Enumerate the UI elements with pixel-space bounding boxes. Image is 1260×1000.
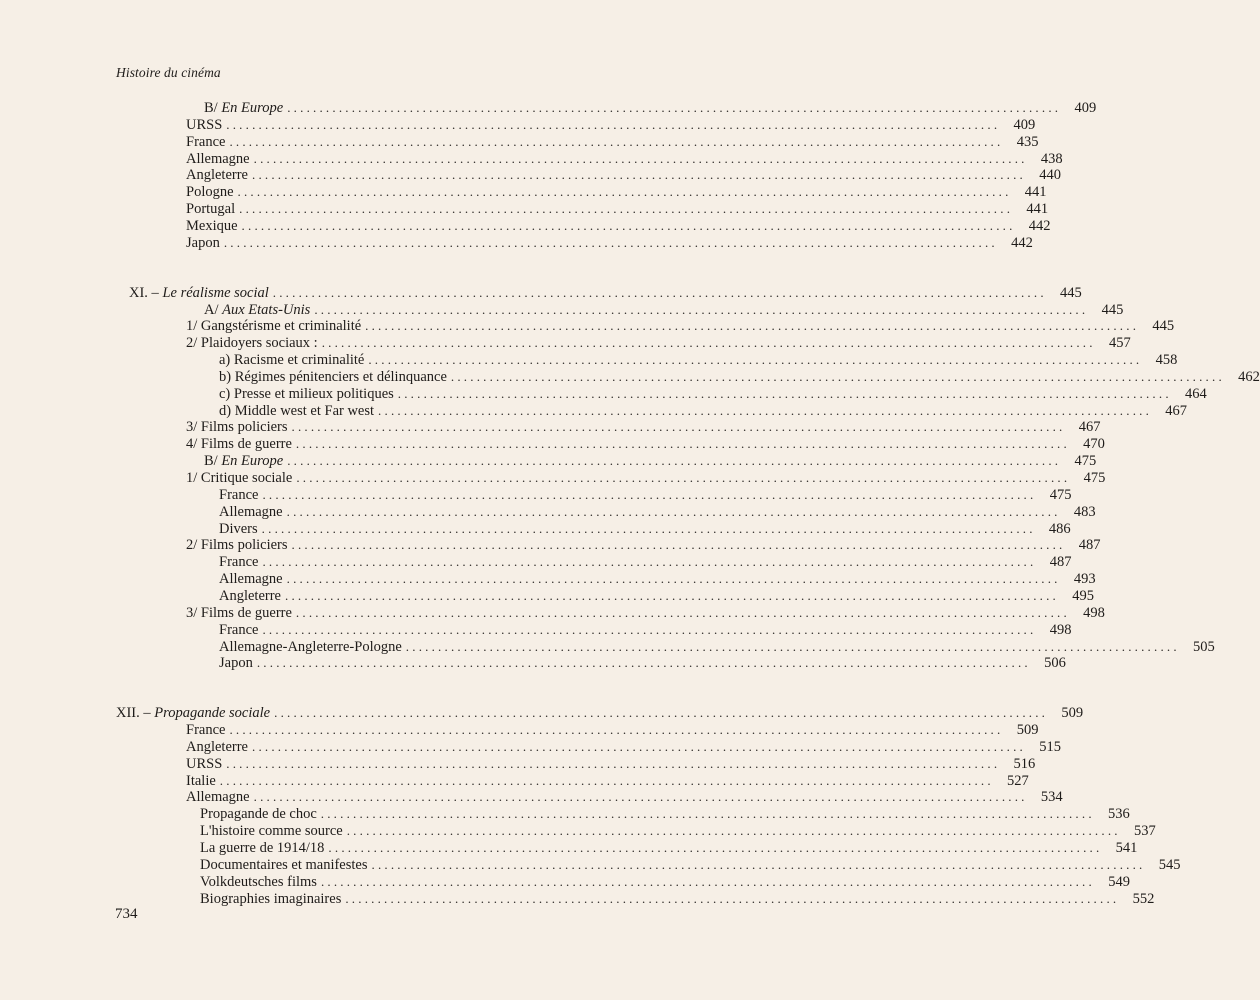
toc-entry-title: Portugal — [186, 201, 236, 218]
dot-leader: ........................................................................................................................ — [365, 318, 1140, 334]
toc-entry — [219, 570, 1096, 588]
toc-entry-prefix: XI. – — [129, 284, 163, 301]
toc-entry-page-number: 445 — [1101, 301, 1124, 318]
toc-entry-title: France — [219, 486, 259, 503]
toc-entry-title: Biographies imaginaires — [200, 890, 342, 907]
page-number: 734 — [115, 906, 138, 922]
toc-entry-page-number: 409 — [1013, 116, 1036, 133]
dot-leader: ........................................................................................................................ — [274, 705, 1049, 721]
dot-leader: ........................................................................................................................ — [226, 116, 1001, 132]
toc-entry-title: 2/ Films policiers — [186, 537, 288, 554]
dot-leader: ........................................................................................................................ — [237, 184, 1012, 200]
toc-entry — [186, 133, 1039, 150]
dot-leader: ........................................................................................................................ — [291, 537, 1066, 553]
toc-entry — [186, 418, 1101, 436]
toc-entry-title: Propagande de choc — [200, 806, 317, 823]
toc-entry — [186, 200, 1049, 218]
dot-leader: ........................................................................................................................ — [229, 133, 1004, 149]
toc-entry — [200, 839, 1138, 856]
toc-entry-title: 1/ Critique sociale — [186, 470, 293, 486]
toc-entry-title: c) Presse et milieux politiques — [219, 385, 394, 402]
dot-leader: ........................................................................................................................ — [368, 352, 1143, 368]
toc-entry-title: France — [219, 554, 259, 571]
toc-entry-page-number: 441 — [1024, 184, 1047, 201]
dot-leader: ........................................................................................................................ — [253, 789, 1028, 805]
dot-leader: ........................................................................................................................ — [291, 419, 1066, 435]
toc-entry-page-number: 505 — [1193, 638, 1215, 655]
dot-leader: ........................................................................................................................ — [261, 520, 1036, 536]
dot-leader: ........................................................................................................................ — [262, 621, 1037, 637]
toc-entry — [219, 553, 1072, 571]
dot-leader: ........................................................................................................................ — [328, 840, 1103, 855]
toc-entry-page-number: 445 — [1060, 284, 1082, 301]
toc-entry — [200, 805, 1130, 823]
toc-entry-page-number: 438 — [1040, 150, 1063, 167]
toc-entry-page-number: 549 — [1108, 873, 1130, 890]
toc-entry — [204, 301, 1124, 318]
toc-entry-page-number: 552 — [1132, 890, 1155, 907]
toc-entry — [186, 755, 1036, 772]
dot-leader: ........................................................................................................................ — [320, 806, 1095, 822]
toc-entry-title: Japon — [219, 655, 253, 672]
toc-entry — [219, 587, 1094, 604]
toc-entry-title: Japon — [186, 234, 220, 251]
toc-entry-title: Angleterre — [186, 738, 248, 755]
dot-leader: ........................................................................................................................ — [295, 436, 1070, 452]
toc-entry-prefix: XII. – — [116, 705, 155, 722]
dot-leader: ........................................................................................................................ — [450, 368, 1225, 384]
toc-entry-page-number: 506 — [1044, 655, 1066, 672]
toc-entry-prefix: B/ — [204, 453, 222, 470]
toc-entry — [186, 721, 1039, 739]
dot-leader: ........................................................................................................................ — [223, 234, 998, 250]
toc-entry-title: 2/ Plaidoyers sociaux : — [186, 335, 318, 352]
toc-entry-title: Allemagne — [186, 150, 250, 167]
toc-entry-title: b) Régimes pénitenciers et délinquance — [219, 368, 447, 385]
toc-entry-page-number: 487 — [1049, 554, 1072, 571]
toc-entry-page-number: 467 — [1078, 419, 1101, 436]
toc-entry-title: Aux Etats-Unis — [222, 301, 311, 318]
toc-entry-title: a) Racisme et criminalité — [219, 352, 365, 369]
toc-entry — [186, 217, 1051, 234]
toc-entry-title: 1/ Gangstérisme et criminalité — [186, 318, 362, 335]
toc-entry-page-number: 483 — [1073, 503, 1096, 520]
toc-entry — [219, 351, 1178, 369]
toc-entry — [219, 486, 1072, 503]
toc-entry-title: Pologne — [186, 184, 234, 201]
toc-entry-title: France — [219, 621, 259, 638]
toc-entry-page-number: 470 — [1083, 436, 1105, 453]
toc-entry-page-number: 442 — [1011, 234, 1033, 251]
toc-entry-page-number: 527 — [1007, 772, 1029, 789]
toc-entry-page-number: 509 — [1016, 722, 1039, 739]
toc-entry — [200, 856, 1181, 873]
toc-entry — [186, 772, 1029, 789]
dot-leader: ........................................................................................................................ — [371, 856, 1146, 872]
toc-entry — [186, 435, 1105, 453]
toc-entry — [186, 738, 1061, 755]
toc-entry-page-number: 534 — [1040, 789, 1063, 806]
toc-entry — [219, 638, 1215, 655]
dot-leader: ........................................................................................................................ — [252, 738, 1026, 754]
dot-leader: ........................................................................................................................ — [397, 385, 1172, 401]
toc-entry-page-number: 467 — [1165, 402, 1188, 419]
toc-entry-title: L'histoire comme source — [200, 823, 343, 840]
toc-entry-page-number: 487 — [1078, 537, 1101, 554]
toc-entry-page-number: 462 — [1238, 368, 1260, 385]
dot-leader: ........................................................................................................................ — [287, 453, 1062, 469]
toc-entry-title: URSS — [186, 755, 223, 772]
dot-leader: ........................................................................................................................ — [405, 638, 1180, 654]
toc-entry-page-number: 445 — [1152, 318, 1175, 335]
toc-entry-page-number: 537 — [1133, 823, 1156, 840]
dot-leader: ........................................................................................................................ — [262, 554, 1037, 570]
toc-entry — [186, 150, 1063, 167]
toc-entry-title: Le réalisme social — [162, 284, 269, 301]
dot-leader: ........................................................................................................................ — [239, 201, 1014, 217]
toc-entry-title: URSS — [186, 116, 223, 133]
dot-leader: ........................................................................................................................ — [286, 571, 1061, 587]
toc-entry-title: Allemagne — [219, 503, 283, 520]
toc-entry-prefix: A/ — [204, 301, 223, 318]
dot-leader: ........................................................................................................................ — [320, 873, 1095, 889]
toc-entry — [204, 452, 1097, 470]
toc-entry-page-number: 486 — [1048, 520, 1071, 537]
toc-entry — [200, 873, 1130, 890]
dot-leader: ........................................................................................................................ — [229, 722, 1004, 738]
toc-entry-title: France — [186, 722, 226, 739]
dot-leader: ........................................................................................................................ — [345, 890, 1120, 906]
toc-entry-title: Angleterre — [186, 167, 248, 184]
toc-entry-title: En Europe — [221, 100, 284, 116]
toc-entry — [116, 704, 1084, 722]
toc-entry — [186, 604, 1105, 621]
dot-leader: ........................................................................................................................ — [378, 402, 1153, 418]
dot-leader: ........................................................................................................................ — [346, 823, 1121, 839]
running-header: Histoire du cinéma — [116, 65, 221, 80]
toc-entry — [186, 334, 1131, 352]
toc-entry-page-number: 440 — [1039, 167, 1061, 184]
toc-entry-prefix: B/ — [204, 100, 222, 116]
toc-entry-title: Divers — [219, 520, 258, 537]
toc-entry-title: Angleterre — [219, 587, 281, 604]
toc-entry-page-number: 458 — [1155, 352, 1178, 369]
toc-entry-title: 3/ Films de guerre — [186, 604, 292, 621]
dot-leader: ........................................................................................................................ — [314, 301, 1089, 317]
toc-entry-page-number: 515 — [1039, 738, 1061, 755]
toc-entry — [186, 536, 1101, 554]
toc-entry — [186, 234, 1033, 251]
toc-entry-page-number: 464 — [1185, 385, 1207, 402]
toc-entry-page-number: 516 — [1013, 755, 1036, 772]
toc-entry-title: Allemagne-Angleterre-Pologne — [219, 638, 402, 655]
toc-entry-page-number: 509 — [1061, 705, 1084, 722]
toc-entry-title: Propagande sociale — [154, 705, 271, 722]
toc-entry-page-number: 541 — [1115, 840, 1138, 856]
toc-entry-page-number: 475 — [1049, 486, 1072, 503]
toc-entry — [186, 183, 1047, 201]
dot-leader: ........................................................................................................................ — [241, 217, 1016, 233]
toc-entry — [186, 166, 1061, 184]
dot-leader: ........................................................................................................................ — [256, 655, 1031, 671]
dot-leader: ........................................................................................................................ — [286, 503, 1061, 519]
toc-entry — [219, 503, 1096, 520]
toc-entry-page-number: 409 — [1074, 100, 1097, 116]
toc-entry-page-number: 495 — [1072, 587, 1094, 604]
toc-entry-title: Allemagne — [219, 571, 283, 588]
dot-leader: ........................................................................................................................ — [226, 755, 1001, 771]
toc-entry-page-number: 498 — [1083, 604, 1105, 621]
dot-leader: ........................................................................................................................ — [295, 604, 1070, 620]
toc-entry-title: Mexique — [186, 217, 238, 234]
dot-leader: ........................................................................................................................ — [219, 772, 994, 788]
toc-entry-title: Documentaires et manifestes — [200, 856, 368, 873]
toc-entry-title: 4/ Films de guerre — [186, 436, 292, 453]
toc-entry-title: Allemagne — [186, 789, 250, 806]
dot-leader: ........................................................................................................................ — [262, 486, 1037, 502]
toc-entry-title: En Europe — [221, 453, 284, 470]
toc-entry-page-number: 457 — [1108, 335, 1131, 352]
toc-entry — [219, 621, 1072, 638]
toc-entry-page-number: 536 — [1108, 806, 1130, 823]
toc-entry-title: Volkdeutsches films — [200, 873, 317, 890]
toc-entry-page-number: 441 — [1026, 201, 1049, 218]
toc-entry — [204, 99, 1097, 116]
dot-leader: ........................................................................................................................ — [296, 470, 1071, 485]
toc-entry — [219, 654, 1066, 672]
toc-entry — [186, 469, 1106, 486]
toc-entry — [186, 317, 1175, 335]
toc-entry-page-number: 435 — [1016, 133, 1039, 150]
toc-entry — [129, 284, 1082, 301]
dot-leader: ........................................................................................................................ — [252, 167, 1026, 183]
toc-entry — [219, 368, 1260, 385]
toc-entry-page-number: 493 — [1073, 571, 1096, 588]
dot-leader: ........................................................................................................................ — [321, 335, 1096, 351]
dot-leader: ........................................................................................................................ — [253, 150, 1028, 166]
toc-entry — [186, 116, 1036, 133]
toc-entry-title: Italie — [186, 772, 216, 789]
toc-entry-page-number: 442 — [1028, 217, 1051, 234]
dot-leader: ........................................................................................................................ — [285, 587, 1059, 603]
toc-entry-title: 3/ Films policiers — [186, 419, 288, 436]
toc-entry-title: d) Middle west et Far west — [219, 402, 375, 419]
toc-entry — [186, 788, 1063, 806]
dot-leader: ........................................................................................................................ — [272, 284, 1047, 300]
toc-entry — [219, 520, 1071, 537]
dot-leader: ........................................................................................................................ — [287, 100, 1062, 115]
toc-entry — [200, 890, 1155, 907]
toc-entry — [219, 385, 1207, 402]
toc-entry — [200, 822, 1156, 840]
toc-entry-title: France — [186, 133, 226, 150]
toc-entry-page-number: 475 — [1083, 470, 1106, 486]
toc-entry-title: La guerre de 1914/18 — [200, 840, 325, 856]
toc-entry-page-number: 475 — [1074, 453, 1097, 470]
toc-entry — [219, 402, 1188, 419]
toc-entry-page-number: 498 — [1049, 621, 1072, 638]
toc-entry-page-number: 545 — [1158, 856, 1181, 873]
